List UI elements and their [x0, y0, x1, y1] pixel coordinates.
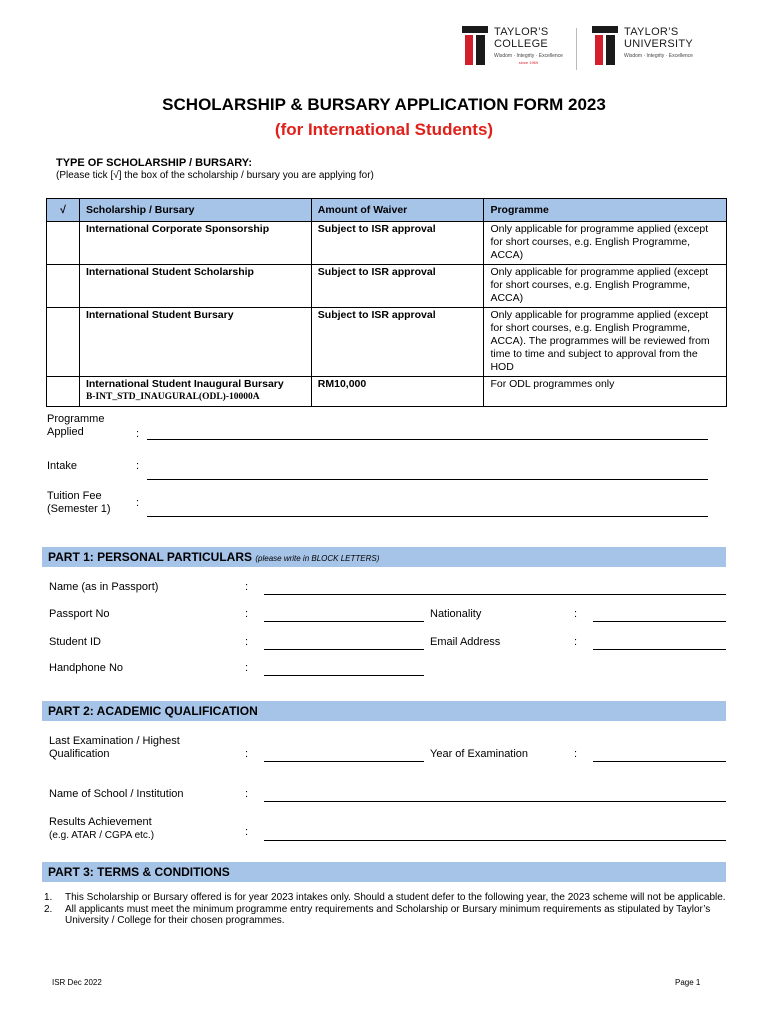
part2-header [42, 701, 726, 721]
footer-page-number: Page 1 [675, 978, 701, 987]
scholarship-name [79, 377, 311, 407]
scholarship-name-text: International Student Inaugural Bursary [85, 378, 284, 390]
scholarship-code: B-INT_STD_INAUGURAL(ODL)-10000A [85, 392, 260, 402]
programme-applied-field[interactable] [147, 439, 708, 440]
email-label: Email Address [430, 636, 501, 648]
handphone-field[interactable] [264, 675, 424, 676]
part1-title: PART 1: PERSONAL PARTICULARS [48, 550, 253, 564]
last-exam-field[interactable] [264, 761, 424, 762]
colon: : [574, 636, 578, 648]
term-number: 1. [44, 892, 53, 903]
last-exam-label-line2: Qualification [49, 748, 110, 760]
type-note: (Please tick [√] the box of the scholarship / bursary you are applying for) [56, 170, 374, 181]
tick-box[interactable] [47, 222, 80, 265]
colon: : [245, 826, 249, 838]
colon: : [245, 581, 249, 593]
part1-header [42, 547, 726, 567]
type-heading: TYPE OF SCHOLARSHIP / BURSARY: [56, 157, 252, 169]
taylors-crest-icon [462, 26, 488, 66]
last-exam-label-line1: Last Examination / Highest [49, 735, 180, 747]
footer-revision: ISR Dec 2022 [52, 978, 102, 987]
programme-applied-label-line2: Applied [47, 426, 84, 438]
terms-list [44, 892, 726, 927]
student-id-field[interactable] [264, 649, 424, 650]
intake-field[interactable] [147, 479, 708, 480]
colon: : [245, 748, 249, 760]
programme-header: Programme [484, 199, 727, 222]
table-row [47, 377, 727, 407]
results-label-line1: Results Achievement [49, 816, 152, 828]
term-text: This Scholarship or Bursary offered is for year 2023 intakes only. Should a student defer to the following year, the 2023 scheme will not be applicable. [65, 892, 726, 903]
colon: : [245, 788, 249, 800]
passport-field[interactable] [264, 621, 424, 622]
waiver-amount: Subject to ISR approval [311, 308, 484, 377]
email-field[interactable] [593, 649, 726, 650]
school-field[interactable] [264, 801, 726, 802]
college-logo-tagline: Wisdom · Integrity · Excellence [494, 53, 563, 59]
last-exam-label [49, 735, 180, 761]
school-label: Name of School / Institution [49, 788, 184, 800]
name-label: Name (as in Passport) [49, 581, 159, 593]
programme-info: Only applicable for programme applied (except for short courses, e.g. English Programme, ACCA) [484, 265, 727, 308]
list-item [44, 892, 726, 903]
colon: : [136, 497, 140, 509]
results-label-line2: (e.g. ATAR / CGPA etc.) [49, 830, 155, 841]
student-id-label: Student ID [49, 636, 101, 648]
tuition-fee-label-line2: (Semester 1) [47, 503, 111, 515]
nationality-field[interactable] [593, 621, 726, 622]
tuition-fee-field[interactable] [147, 516, 708, 517]
university-logo-line1: TAYLOR’S [624, 26, 679, 38]
tuition-fee-label-line1: Tuition Fee [47, 490, 102, 502]
scholarship-name: International Corporate Sponsorship [79, 222, 311, 265]
taylors-crest-icon [592, 26, 618, 66]
college-logo-line1: TAYLOR’S [494, 26, 549, 38]
colon: : [136, 428, 140, 440]
table-row [47, 222, 727, 265]
year-exam-field[interactable] [593, 761, 726, 762]
scholarship-header: Scholarship / Bursary [79, 199, 311, 222]
university-logo-tagline: Wisdom · Integrity · Excellence [624, 53, 693, 59]
waiver-amount: Subject to ISR approval [311, 265, 484, 308]
results-label [49, 816, 154, 842]
taylors-college-logo [462, 26, 563, 70]
university-logo-line2: UNIVERSITY [624, 38, 694, 50]
handphone-label: Handphone No [49, 662, 124, 674]
programme-applied-label [47, 413, 104, 439]
name-field[interactable] [264, 594, 726, 595]
waiver-amount: Subject to ISR approval [311, 222, 484, 265]
scholarship-name: International Student Scholarship [79, 265, 311, 308]
colon: : [245, 608, 249, 620]
list-item [44, 904, 726, 926]
tick-header: √ [47, 199, 80, 222]
waiver-amount: RM10,000 [311, 377, 484, 407]
colon: : [245, 636, 249, 648]
part2-title: PART 2: ACADEMIC QUALIFICATION [48, 704, 258, 718]
taylors-university-logo [592, 26, 693, 70]
colon: : [136, 460, 140, 472]
programme-info: Only applicable for programme applied (except for short courses, e.g. English Programme, ACCA) [484, 222, 727, 265]
term-number: 2. [44, 904, 53, 915]
colon: : [574, 608, 578, 620]
colon: : [245, 662, 249, 674]
passport-label: Passport No [49, 608, 110, 620]
part1-note: (please write in BLOCK LETTERS) [255, 554, 380, 563]
programme-info: Only applicable for programme applied (except for short courses, e.g. English Programme, ACCA). The programmes will be reviewed from time to time and subject to approval from the HOD [484, 308, 727, 377]
colon: : [574, 748, 578, 760]
table-header-row [47, 199, 727, 222]
year-exam-label: Year of Examination [430, 748, 529, 760]
amount-header: Amount of Waiver [311, 199, 484, 222]
programme-applied-label-line1: Programme [47, 413, 105, 425]
results-field[interactable] [264, 840, 726, 841]
tick-box[interactable] [47, 377, 80, 407]
term-text: All applicants must meet the minimum programme entry requirements and Scholarship or Bursary minimum requirements as stipulated by Taylor’s University / College for their chosen programmes. [65, 904, 711, 926]
college-logo-subtag: since 1969 [518, 60, 539, 65]
table-row [47, 308, 727, 377]
intake-label: Intake [47, 460, 77, 472]
nationality-label: Nationality [430, 608, 482, 620]
form-title: SCHOLARSHIP & BURSARY APPLICATION FORM 2023 [162, 95, 606, 114]
table-row [47, 265, 727, 308]
part3-title: PART 3: TERMS & CONDITIONS [48, 865, 230, 879]
tuition-fee-label [47, 490, 111, 516]
logo-divider [576, 28, 577, 70]
scholarship-table [46, 198, 727, 407]
programme-info: For ODL programmes only [484, 377, 727, 407]
tick-box[interactable] [47, 265, 80, 308]
part3-header [42, 862, 726, 882]
tick-box[interactable] [47, 308, 80, 377]
form-subtitle: (for International Students) [274, 120, 494, 139]
college-logo-line2: COLLEGE [494, 38, 549, 50]
scholarship-name: International Student Bursary [79, 308, 311, 377]
